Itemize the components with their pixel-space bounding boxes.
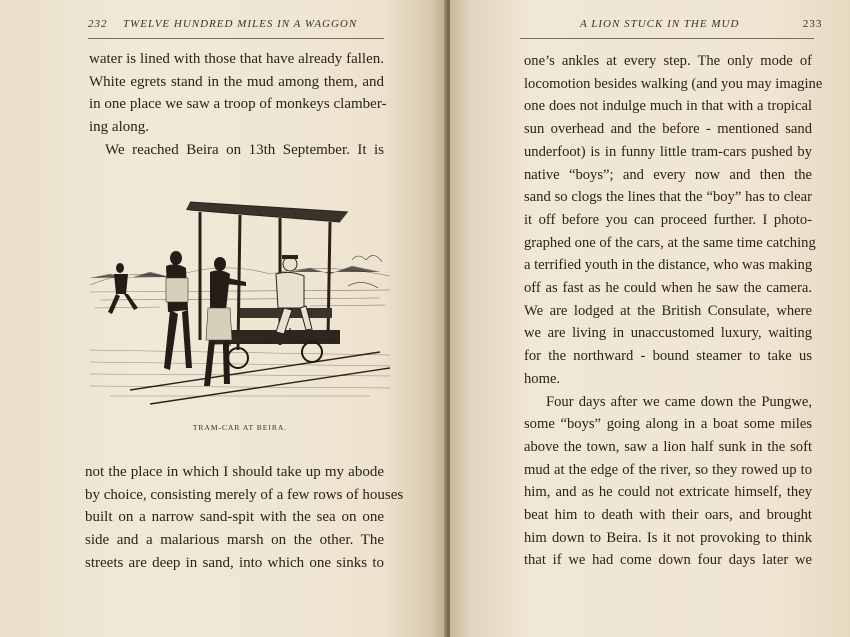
text-line: one’s ankles at every step. The only mode of — [524, 53, 812, 69]
text-line: for the northward - bound steamer to take us — [524, 348, 812, 365]
text-line: beat him to death with their oars, and brought — [524, 507, 812, 524]
text-line: sun overhead and the before - mentioned sand — [524, 121, 812, 138]
text-line: Four days after we came down the Pungwe, — [546, 393, 812, 410]
text-line: native “boys”; and every now and then the — [524, 166, 812, 183]
text-line: We are lodged at the British Consulate, where — [524, 302, 812, 319]
text-line: We reached Beira on 13th September. It is — [105, 141, 384, 158]
text-line: him, and as he could not extricate himself, they — [524, 484, 812, 501]
text-line: that if we had come down four days later we — [524, 552, 812, 569]
text-line: we are living in unaccustomed luxury, waiting — [524, 325, 812, 342]
text-line: underfoot) is in funny little tram-cars pushed by — [524, 143, 812, 160]
tram-car-illustration — [90, 190, 390, 415]
text-line: side and a malarious marsh on the other. The — [85, 532, 384, 549]
right-page — [450, 0, 850, 637]
left-page-number: 232 — [88, 18, 108, 30]
text-line: him down to Beira. Is it not provoking to think — [524, 529, 812, 546]
text-line: some “boys” going along in a boat some miles — [524, 416, 812, 433]
right-page-header — [580, 18, 822, 30]
left-header-rule — [88, 38, 384, 39]
text-line: it off before you can proceed further. I photo- — [524, 211, 812, 228]
text-line: streets are deep in sand, into which one sinks to — [85, 554, 384, 571]
left-top-paragraph — [89, 48, 387, 162]
text-line: water is lined with those that have already fallen. — [89, 51, 384, 67]
text-line: one does not indulge much in that with a tropical — [524, 98, 812, 115]
text-line: off as fast as he could when he saw the camera. — [524, 280, 812, 297]
text-line: ing along. — [89, 119, 149, 136]
left-page-header — [88, 18, 357, 30]
text-line: by choice, consisting merely of a few rows of houses — [85, 486, 404, 503]
text-line: home. — [524, 370, 561, 387]
text-line: in one place we saw a troop of monkeys clamber- — [89, 96, 387, 113]
text-line: graphed one of the cars, at the same time catching — [524, 234, 816, 251]
text-line: mud at the edge of the river, so they rowed up to — [524, 461, 812, 478]
text-line: a terrified youth in the distance, who was making — [524, 257, 813, 274]
right-page-number: 233 — [802, 18, 823, 30]
text-line: sand so clogs the lines that the “boy” has to clear — [524, 189, 812, 206]
right-running-head: A LION STUCK IN THE MUD — [580, 18, 740, 30]
text-line: not the place in which I should take up my abode — [85, 464, 384, 480]
right-body-text — [524, 50, 823, 572]
left-bottom-paragraph — [85, 461, 404, 575]
left-running-head: TWELVE HUNDRED MILES IN A WAGGON — [123, 18, 358, 30]
right-header-rule — [520, 38, 814, 39]
text-line: White egrets stand in the mud among them, and — [89, 73, 384, 90]
text-line: built on a narrow sand-spit with the sea on one — [85, 509, 384, 526]
illustration-caption: TRAM-CAR AT BEIRA. — [192, 423, 288, 432]
text-line: locomotion besides walking (and you may imagine — [524, 75, 823, 92]
text-line: above the town, saw a lion half sunk in the soft — [524, 438, 812, 455]
